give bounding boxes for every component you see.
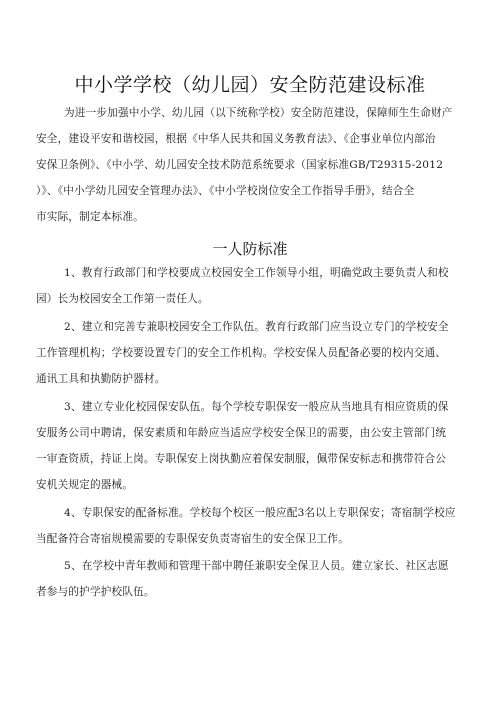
item-line: 5、在学校中青年教师和管理干部中聘任兼职安全保卫人员。建立家长、社区志愿 xyxy=(64,560,449,572)
item-line: 安机关规定的器械。 xyxy=(36,479,134,491)
list-item xyxy=(36,500,464,552)
intro-line: 安保卫条例》、《中小学、幼儿园安全技术防范系统要求（国家标准GB/T29315-2012 xyxy=(36,159,444,171)
intro-line: 安全，建设平安和谐校园，根据《中华人民共和国义务教育法》、《企事业单位内部治 xyxy=(36,133,436,145)
intro-line: ）》、《中小学幼儿园安全管理办法》、《中小学校岗位安全工作指导手册》，结合全 xyxy=(36,185,415,197)
list-item xyxy=(36,260,464,312)
list-item xyxy=(36,394,464,498)
item-line: 4、专职保安的配备标准。学校每个校区一般应配3名以上专职保安；寄宿制学校应 xyxy=(64,507,456,519)
item-line: 园）长为校园安全工作第一责任人。 xyxy=(36,293,209,305)
item-line: 者参与的护学护校队伍。 xyxy=(36,586,155,598)
item-line: 3、建立专业化校园保安队伍。每个学校专职保安一般应从当地具有相应资质的保 xyxy=(64,401,449,413)
section-heading: 一人防标准 xyxy=(212,240,288,258)
intro-paragraph xyxy=(36,100,464,230)
list-item xyxy=(36,314,464,392)
item-line: 安服务公司中聘请，保安素质和年龄应当适应学校安全保卫的需要，由公安主管部门统 xyxy=(36,427,447,439)
item-line: 当配备符合寄宿规模需要的专职保安负责寄宿生的安全保卫工作。 xyxy=(36,533,350,545)
document-title: 中小学学校（幼儿园）安全防范建设标准 xyxy=(74,74,426,96)
item-line: 工作管理机构；学校要设置专门的安全工作机构。学校安保人员配备必要的校内交通、 xyxy=(36,347,447,359)
item-line: 2、建立和完善专兼职校园安全工作队伍。教育行政部门应当设立专门的学校安全 xyxy=(64,321,449,333)
item-line: 通讯工具和执勤防护器材。 xyxy=(36,373,166,385)
intro-line: 为进一步加强中小学、幼儿园（以下统称学校）安全防范建设，保障师生生命财产 xyxy=(64,107,453,119)
list-item xyxy=(36,553,464,605)
item-line: 一审查资质，持证上岗。专职保安上岗执勤应着保安制服，佩带保安标志和携带符合公 xyxy=(36,453,447,465)
item-line: 1、教育行政部门和学校要成立校园安全工作领导小组，明确党政主要负责人和校 xyxy=(64,267,449,279)
intro-line: 市实际，制定本标准。 xyxy=(36,211,144,223)
